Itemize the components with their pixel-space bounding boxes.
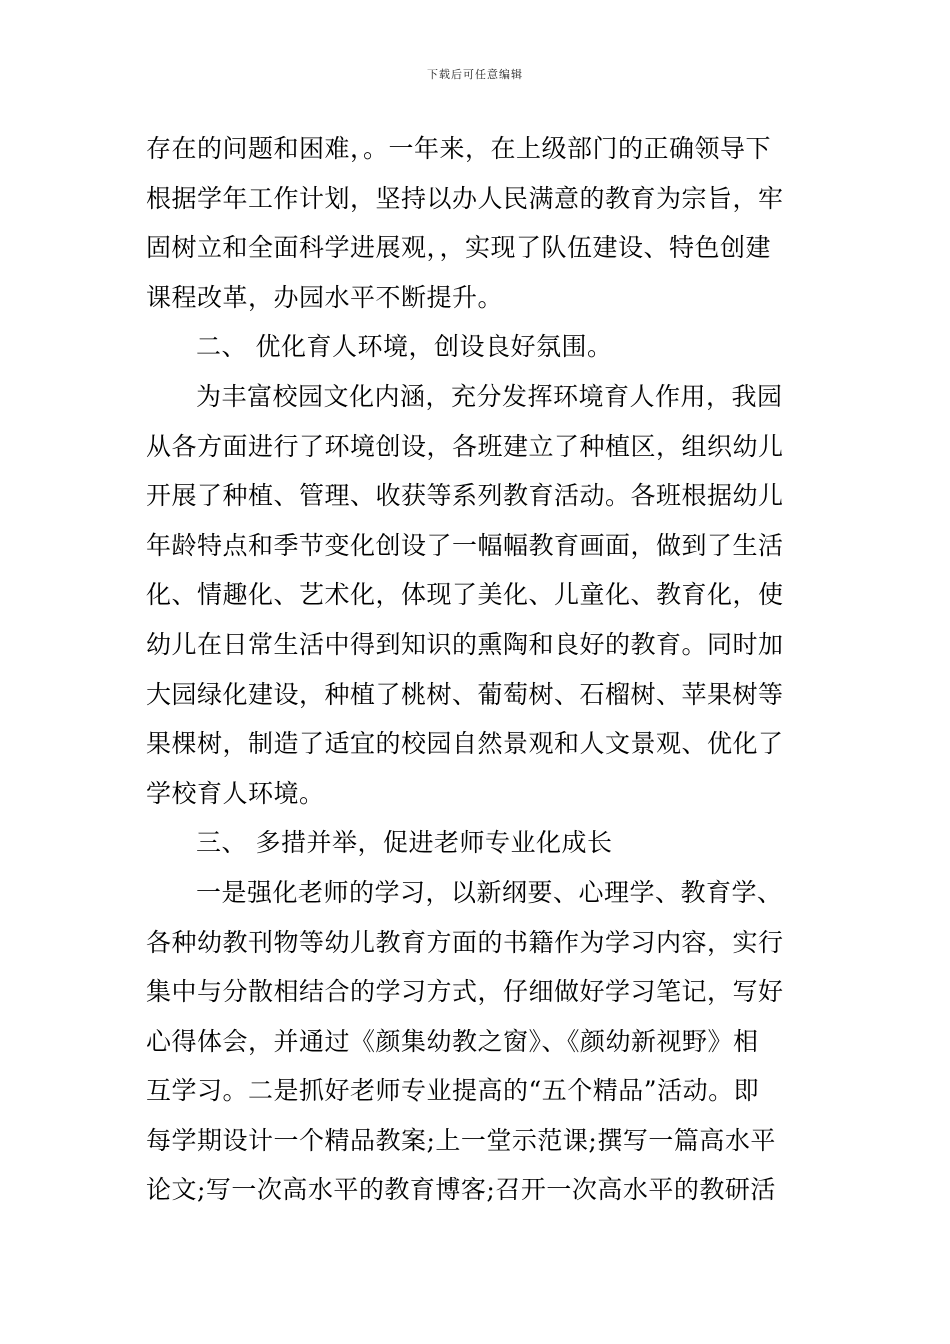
text-line: 课程改革，办园水平不断提升。 [146, 282, 504, 312]
section-heading-2: 二、 优化育人环境，创设良好氛围。 [196, 332, 613, 362]
paragraph-start: 一是强化老师的学习，以新纲要、心理学、教育学、 [196, 877, 783, 907]
paragraph-start: 为丰富校园文化内涵，充分发挥环境育人作用，我园 [196, 381, 783, 411]
text-line: 固树立和全面科学进展观，，实现了队伍建设、特色创建 [146, 233, 772, 263]
text-line: 互学习。二是抓好老师专业提高的“五个精品”活动。即 [146, 1076, 760, 1106]
text-line: 果棵树，制造了适宜的校园自然景观和人文景观、优化了 [146, 729, 784, 759]
text-line: 从各方面进行了环境创设，各班建立了种植区，组织幼儿 [146, 431, 784, 461]
text-line: 大园绿化建设，种植了桃树、葡萄树、石榴树、苹果树等 [146, 679, 784, 709]
text-line: 论文;写一次高水平的教育博客;召开一次高水平的教研活 [146, 1175, 776, 1205]
text-line: 存在的问题和困难，。一年来，在上级部门的正确领导下 [146, 134, 772, 163]
text-line: 幼儿在日常生活中得到知识的熏陶和良好的教育。同时加 [146, 629, 784, 659]
section-heading-3: 三、 多措并举，促进老师专业化成长 [196, 828, 613, 858]
text-line: 化、情趣化、艺术化，体现了美化、儿童化、教育化，使 [146, 580, 784, 610]
text-line: 各种幼教刊物等幼儿教育方面的书籍作为学习内容，实行 [146, 927, 784, 957]
document-body [146, 124, 808, 1215]
text-line: 每学期设计一个精品教案;上一堂示范课;撰写一篇高水平 [146, 1125, 776, 1155]
text-line: 心得体会，并通过《颜集幼教之窗》、《颜幼新视野》相 [146, 1026, 759, 1056]
text-line: 根据学年工作计划，坚持以办人民满意的教育为宗旨，牢 [146, 183, 784, 213]
text-line: 年龄特点和季节变化创设了一幅幅教育画面，做到了生活 [146, 530, 784, 560]
text-line: 集中与分散相结合的学习方式，仔细做好学习笔记，写好 [146, 977, 784, 1007]
text-line: 开展了种植、管理、收获等系列教育活动。各班根据幼儿 [146, 481, 784, 511]
page-header-note: 下载后可任意编辑 [427, 68, 523, 81]
text-line: 学校育人环境。 [146, 778, 325, 808]
